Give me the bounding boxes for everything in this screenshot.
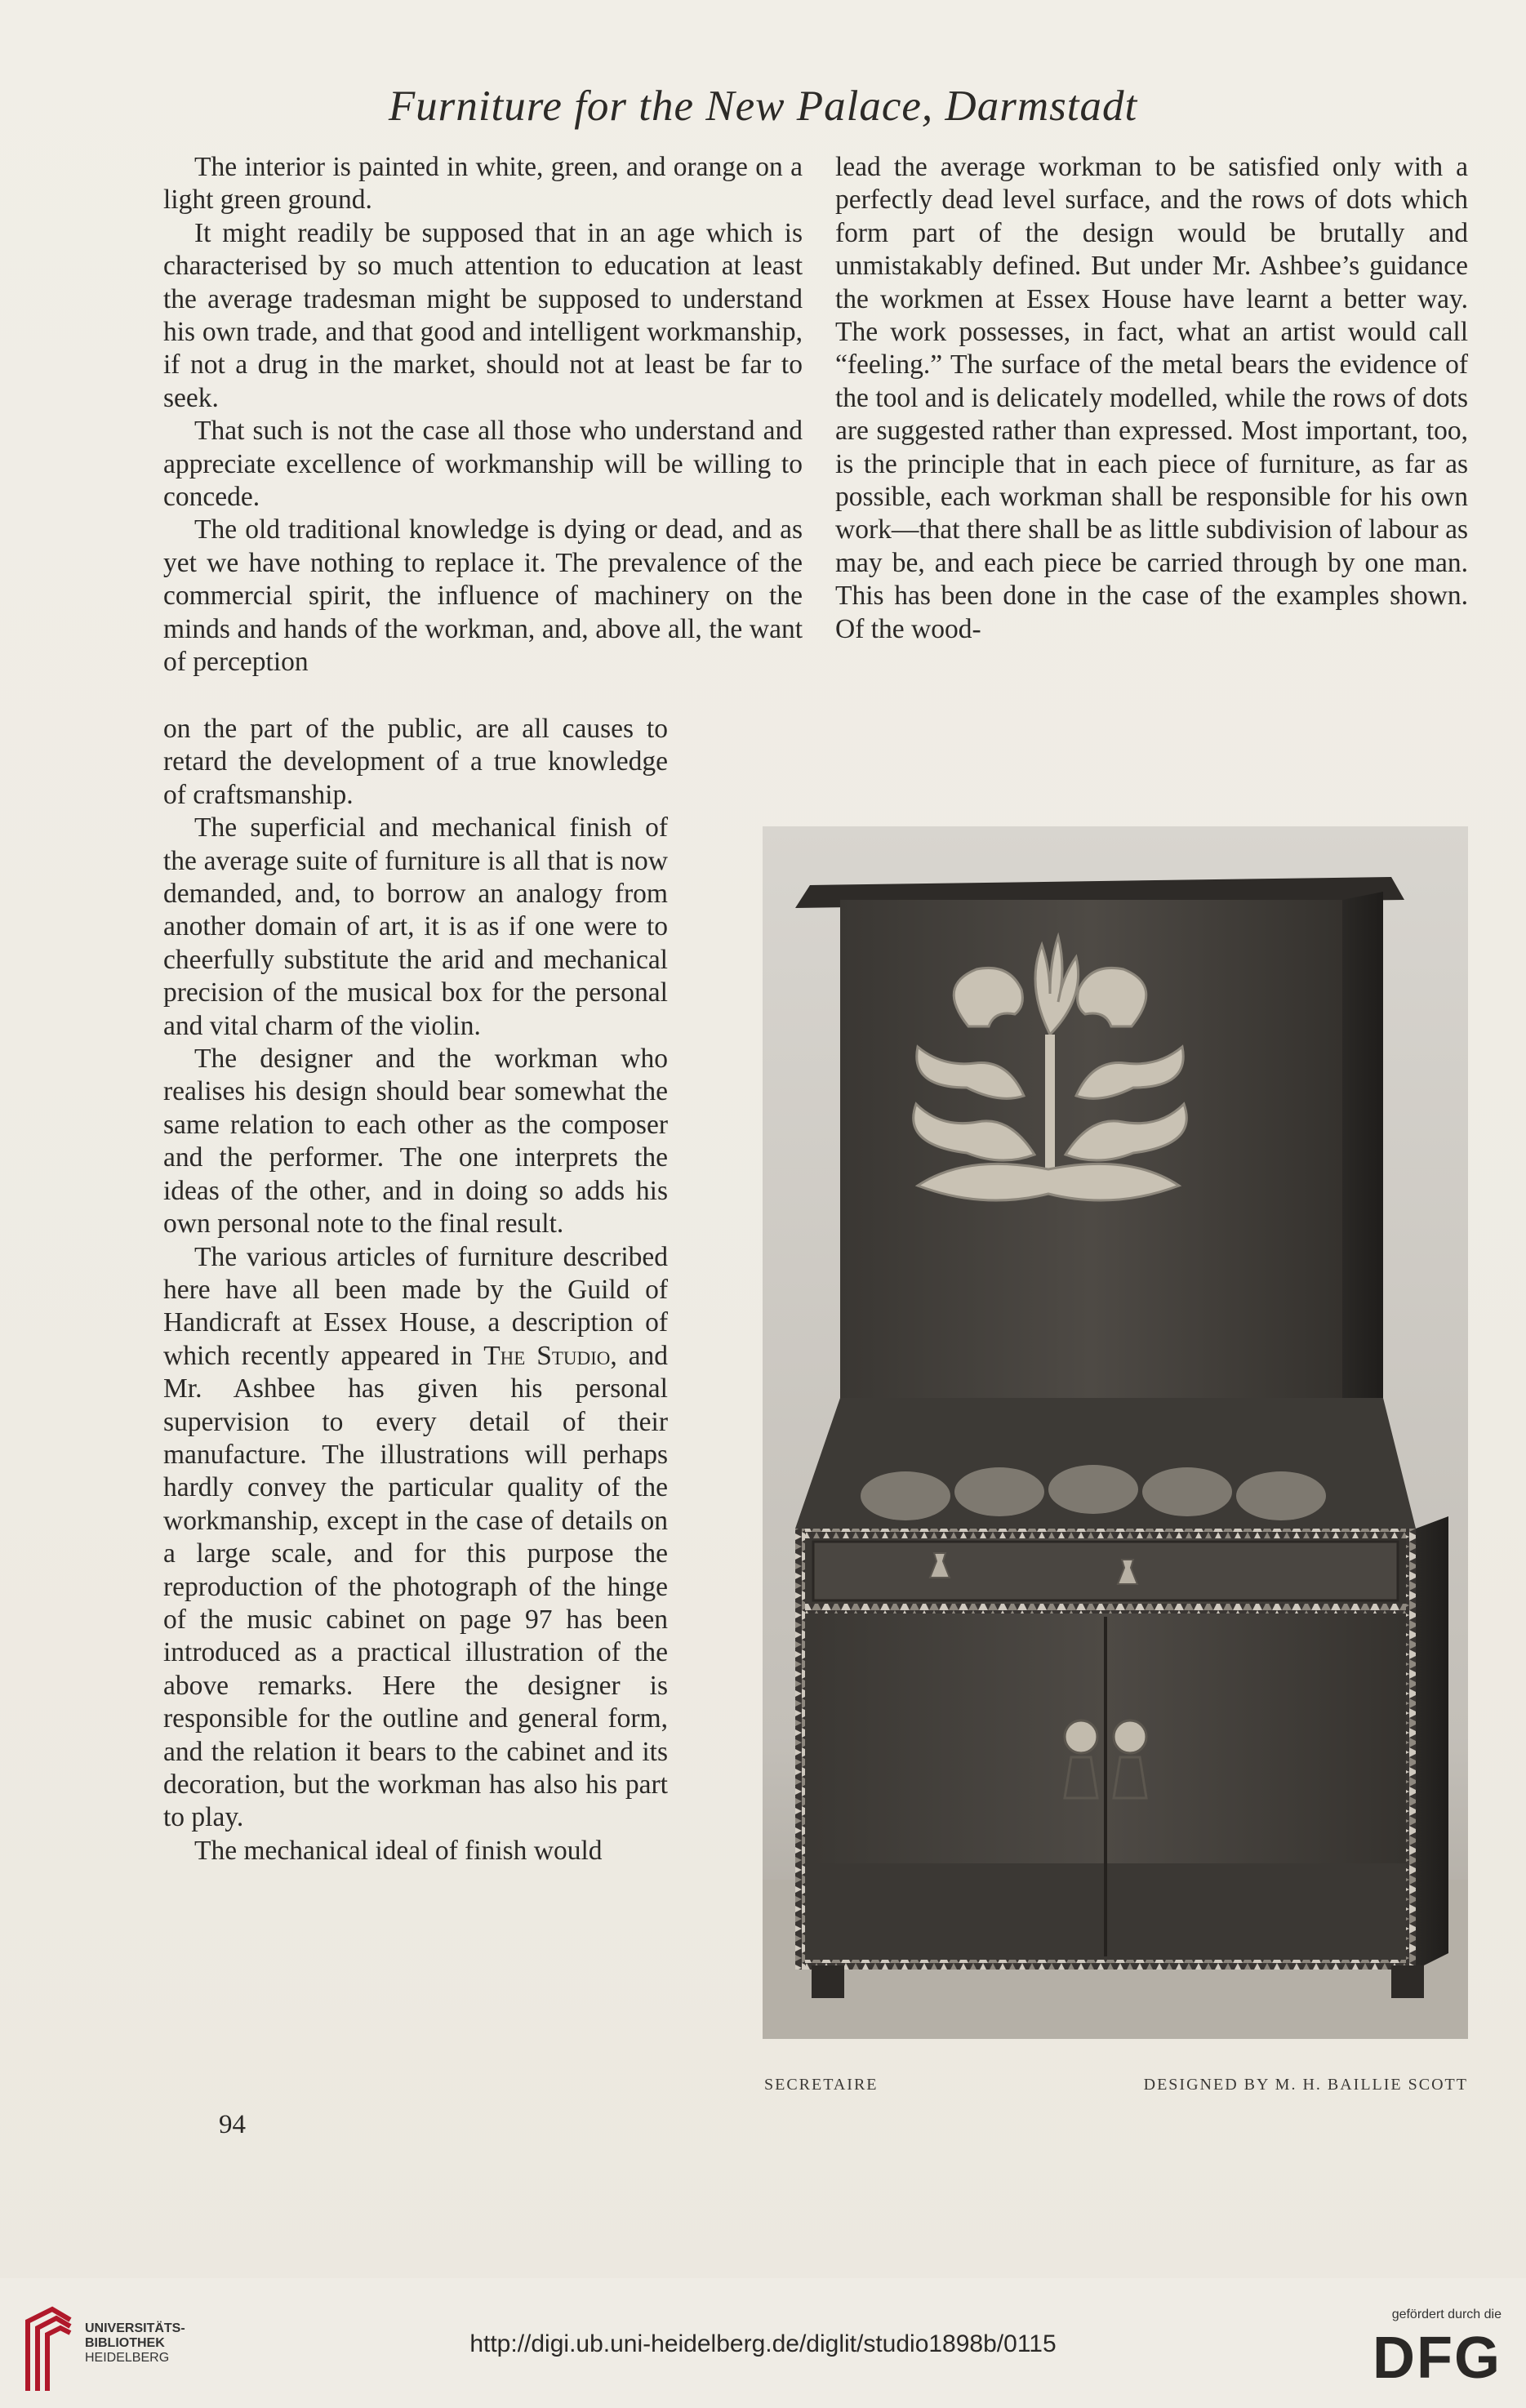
secretaire-photograph (763, 826, 1468, 2039)
running-head: Furniture for the New Palace, Darmstadt (388, 82, 1138, 130)
library-line: UNIVERSITÄTS- (85, 2321, 185, 2335)
permalink-url[interactable]: http://digi.ub.uni-heidelberg.de/diglit/studio1898b/0115 (469, 2330, 1057, 2357)
paragraph: The superficial and mechanical finish of the average suite of furniture is all that is now demanded, and, to borrow an analogy from another domain of art, it is as if one were to cheerfully substitute the arid and mechanical precision of the musical box for the personal and vital charm of the violin. (163, 812, 668, 1041)
paragraph-studio (163, 1241, 668, 1835)
paragraph: It might readily be supposed that in an age which is characterised by so much attention to education at least the average tradesman might be supposed to understand his own trade, and that good and intelligent workmanship, if not a drug in the market, should not at least be far to seek. (163, 217, 803, 413)
library-line: HEIDELBERG (85, 2351, 170, 2365)
dfg-logo: DFG (1373, 2326, 1502, 2391)
page-number: 94 (219, 2110, 246, 2139)
paragraph: That such is not the case all those who understand and appreciate excellence of workmanship will be willing to concede. (163, 416, 803, 513)
text-run: The various articles of furniture described here have all been made by the Guild of Handicraft at Essex House, a description of which recently appeared in (163, 1241, 668, 1371)
funding-text: gefördert durch die (1391, 2308, 1502, 2321)
paragraph: The old traditional knowledge is dying or dead, and as yet we have nothing to replace it. The prevalence of the commercial spirit, the influence of machinery on the minds and hands of the workman, and, above all, the want of perception (163, 514, 803, 678)
right-column (835, 151, 1468, 646)
paragraph-continuation: lead the average workman to be satisfied only with a perfectly dead level surface, and the rows of dots which form part of the design would be brutally and unmistakably defined. But under Mr. Ashbee’s guidance the workmen at Essex House have learnt a better way. The work possesses, in fact, what an artist would call “feeling.” The surface of the metal bears the evidence of the tool and is delicately modelled, while the rows of dots are suggested rather than expressed. Most important, too, is the principle that in each piece of furniture, as far as possible, each workman shall be responsible for his own work—that there shall be as little subdivision of labour as may be, and each piece be carried through by one man. This has been done in the case of the examples shown. Of the wood- (835, 152, 1468, 644)
text-run: , and Mr. Ashbee has given his personal supervision to every detail of their manufacture. The illustrations will perhaps hardly convey the particular quality of the workmanship, except in the case of details on a large scale, and for this purpose the reproduction of the photograph of the hinge of the music cabinet on page 97 has been introduced as a practical illustration of the above remarks. Here the designer is responsible for the outline and general form, and the relation it bears to the cabinet and its decoration, but the workman has also his part to play. (163, 1340, 668, 1833)
figure-caption-title: SECRETAIRE (764, 2076, 879, 2094)
left-column-bottom (163, 713, 668, 1867)
paragraph: The designer and the workman who realises his design should bear somewhat the same relation to each other as the composer and the performer. The one interprets the ideas of the other, and in doing so adds his own personal note to the final result. (163, 1044, 668, 1240)
paragraph: The interior is painted in white, green, and orange on a light green ground. (163, 152, 803, 216)
library-line: BIBLIOTHEK (85, 2336, 165, 2350)
paragraph-continuation: on the part of the public, are all causes to retard the development of a true knowledge of craftsmanship. (163, 714, 668, 810)
paragraph: The mechanical ideal of finish would (194, 1835, 603, 1866)
figure-caption-credit: DESIGNED BY M. H. BAILLIE SCOTT (1143, 2076, 1468, 2094)
publication-title: The Studio (483, 1340, 611, 1371)
left-column-top (163, 151, 803, 679)
